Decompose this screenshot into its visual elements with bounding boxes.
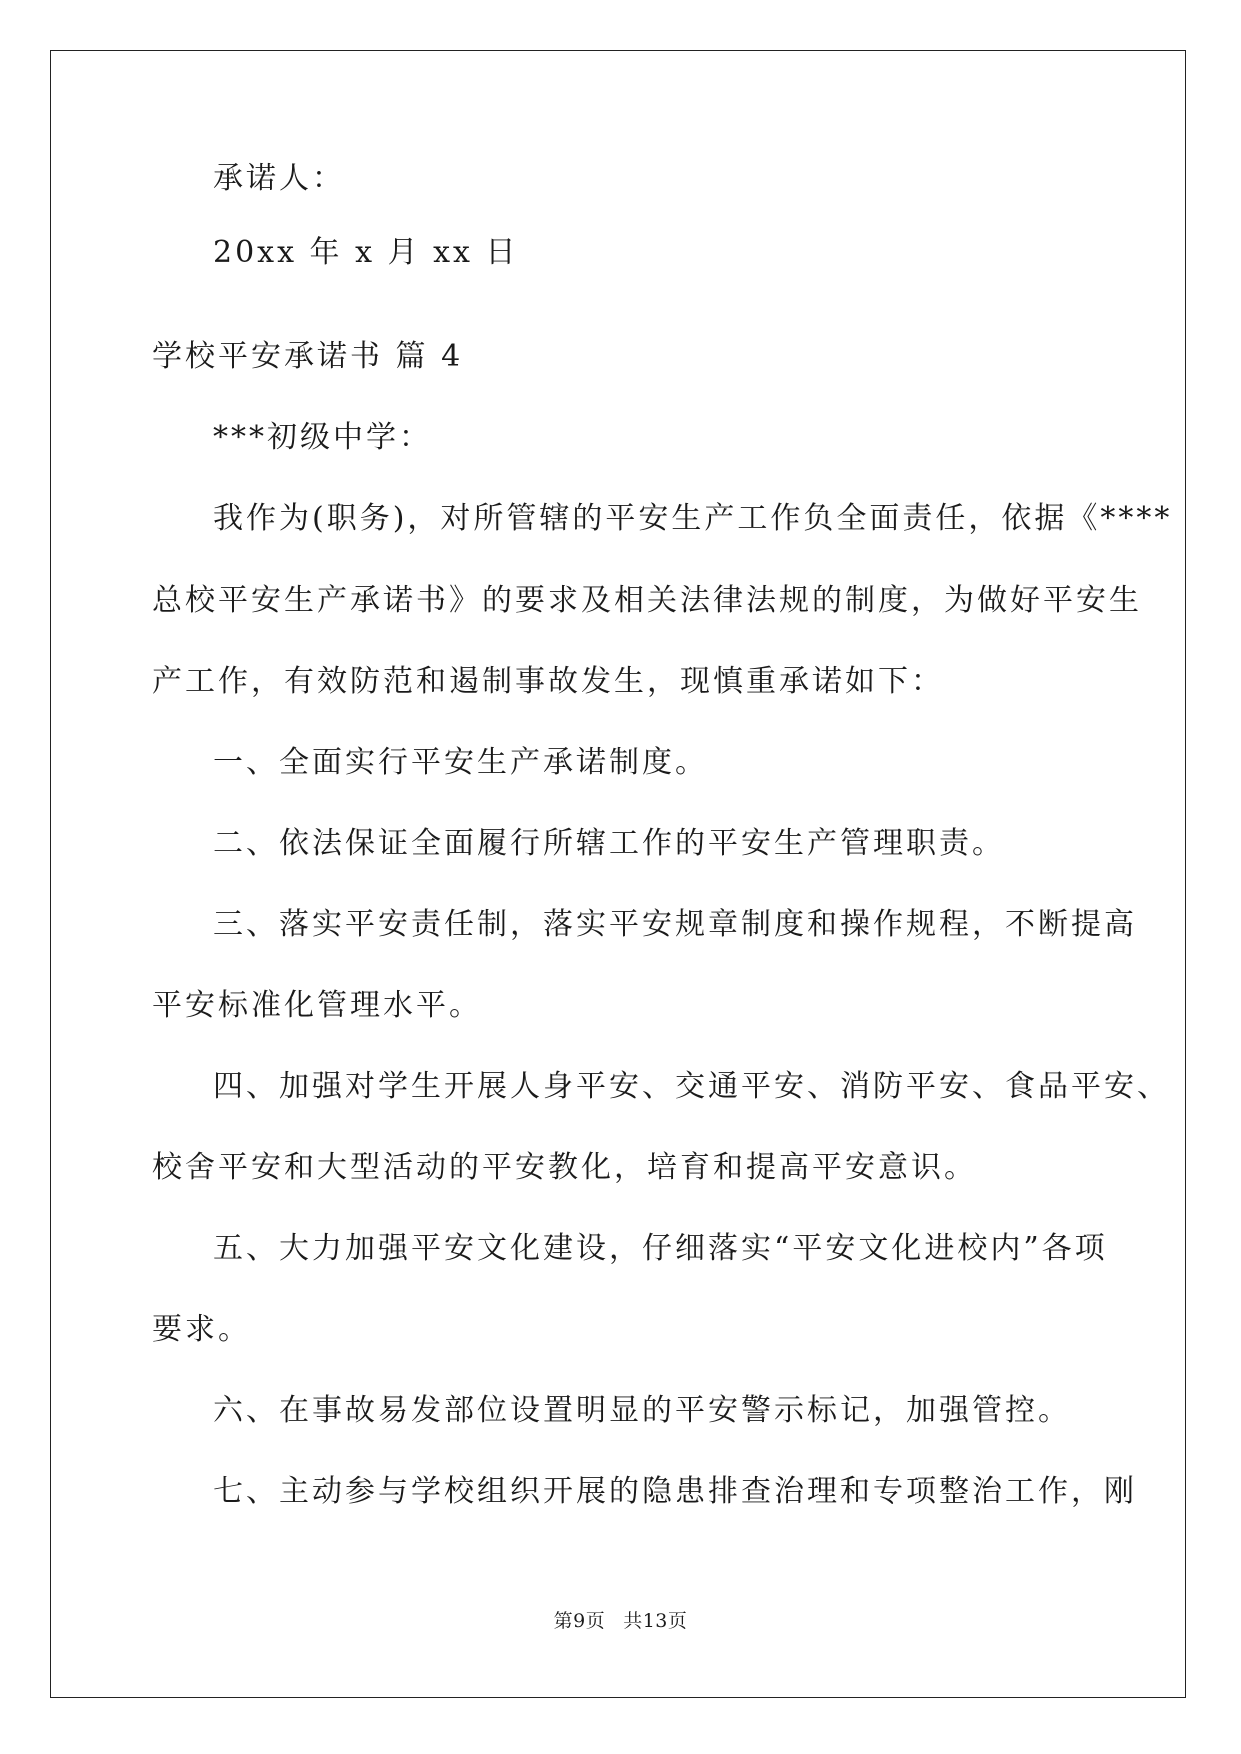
list-item: 五、大力加强平安文化建设，仔细落实“平安文化进校内”各项 <box>213 1231 1108 1266</box>
list-item: 六、在事故易发部位设置明显的平安警示标记，加强管控。 <box>213 1393 1071 1428</box>
list-item: 二、依法保证全面履行所辖工作的平安生产管理职责。 <box>213 826 1005 861</box>
list-item: 三、落实平安责任制，落实平安规章制度和操作规程，不断提高 <box>213 907 1137 942</box>
list-item: 一、全面实行平安生产承诺制度。 <box>213 745 708 780</box>
list-item-continued: 平安标准化管理水平。 <box>152 988 482 1023</box>
body-line: 总校平安生产承诺书》的要求及相关法律法规的制度，为做好平安生 <box>152 583 1142 618</box>
addressee: ***初级中学： <box>213 420 432 455</box>
body-line: 我作为(职务)，对所管辖的平安生产工作负全面责任，依据《**** <box>213 501 1173 536</box>
list-item: 四、加强对学生开展人身平安、交通平安、消防平安、食品平安、 <box>213 1069 1170 1104</box>
list-item-continued: 要求。 <box>152 1312 251 1347</box>
signatory-label: 承诺人： <box>213 161 345 196</box>
current-page-number: 第9页 <box>553 1610 606 1632</box>
page-border <box>50 50 1186 1698</box>
section-heading: 学校平安承诺书 篇 4 <box>152 339 464 374</box>
list-item: 七、主动参与学校组织开展的隐患排查治理和专项整治工作，刚 <box>213 1474 1137 1509</box>
body-line: 产工作，有效防范和遏制事故发生，现慎重承诺如下： <box>152 664 944 699</box>
date-line: 20xx 年 x 月 xx 日 <box>213 235 519 270</box>
page-footer <box>0 1612 1241 1631</box>
total-pages: 共13页 <box>623 1610 688 1632</box>
list-item-continued: 校舍平安和大型活动的平安教化，培育和提高平安意识。 <box>152 1150 977 1185</box>
